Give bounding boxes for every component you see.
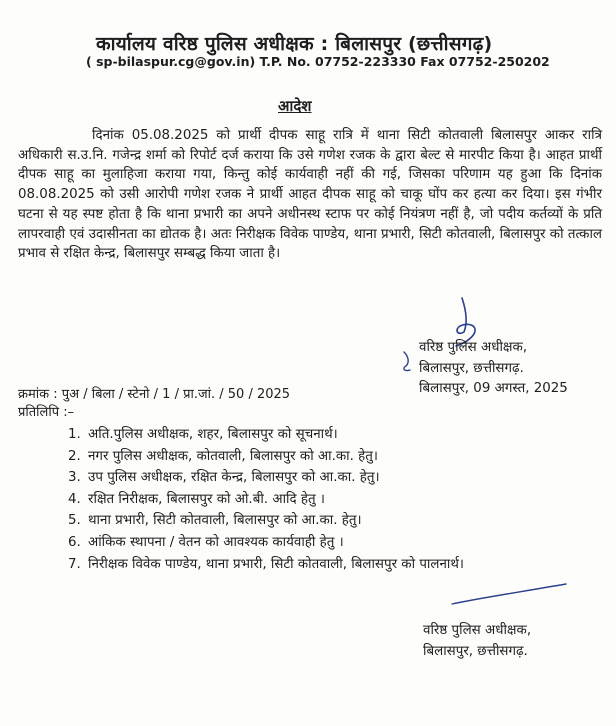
list-item-number: 3. bbox=[68, 470, 81, 486]
list-item-number: 5. bbox=[68, 513, 81, 529]
contact-line: ( sp-bilaspur.cg@gov.in) T.P. No. 07752-223330 Fax 07752-250202 bbox=[86, 54, 550, 69]
list-item bbox=[68, 467, 464, 489]
reference-number: क्रमांक : पुअ / बिला / स्टेनो / 1 / प्रा.जां. / 50 / 2025 bbox=[18, 387, 291, 402]
copy-list bbox=[68, 424, 464, 575]
list-item-number: 1. bbox=[68, 427, 81, 442]
order-heading: आदेश bbox=[278, 97, 312, 115]
list-item bbox=[68, 532, 464, 554]
signature-location: बिलासपुर, छत्तीसगढ़. bbox=[423, 644, 528, 659]
signature-block-top bbox=[419, 338, 568, 400]
list-item-number: 6. bbox=[68, 534, 81, 550]
signature-designation: वरिष्ठ पुलिस अधीक्षक, bbox=[419, 340, 528, 355]
signature-designation: वरिष्ठ पुलिस अधीक्षक, bbox=[423, 623, 532, 638]
list-item-text: उप पुलिस अधीक्षक, रक्षित केन्द्र, बिलासपुर को आ.का. हेतु। bbox=[88, 470, 380, 486]
list-item-number: 2. bbox=[68, 448, 81, 464]
list-item bbox=[68, 489, 464, 511]
signature-block-bottom bbox=[423, 620, 531, 662]
list-item-text: आंकिक स्थापना / वेतन को आवश्यक कार्यवाही हेतु । bbox=[88, 534, 344, 550]
list-item-text: रक्षित निरीक्षक, बिलासपुर को ओ.बी. आदि हेतु । bbox=[88, 491, 325, 507]
list-item bbox=[68, 554, 464, 576]
list-item-text: अति.पुलिस अधीक्षक, शहर, बिलासपुर को सूचनार्थ। bbox=[88, 427, 338, 442]
list-item bbox=[68, 446, 464, 468]
list-item-number: 4. bbox=[68, 491, 81, 507]
signature-location: बिलासपुर, छत्तीसगढ़. bbox=[419, 360, 524, 376]
list-item-number: 7. bbox=[68, 556, 81, 572]
office-title: कार्यालय वरिष्ठ पुलिस अधीक्षक : बिलासपुर (छत्तीसगढ़) bbox=[96, 33, 493, 55]
list-item bbox=[68, 424, 464, 446]
order-body: दिनांक 05.08.2025 को प्रार्थी दीपक साहू रात्रि में थाना सिटी कोतवाली बिलासपुर आकर रात्रि अधिकारी स.उ.नि. गजेन्द्र शर्मा को रिपोर्ट दर्ज कराया कि उसे गणेश रजक के द्वारा बेल्ट से मारपीट किया है। आहत प्रार्थी दीपक साहू का मुलाहिजा कराया गया, किन्तु कोई कार्यवाही नहीं की गई, जिसका परिणाम यह हुआ कि दिनांक 08.08.2025 को उसी आरोपी गणेश रजक ने प्रार्थी आहत दीपक साहू को चाकू घोंप कर हत्या कर दिया। इस गंभीर घटना से यह स्पष्ट होता है कि थाना प्रभारी का अपने अधीनस्थ स्टाफ पर कोई नियंत्रण नहीं है, जो पदीय कर्तव्यों के प्रति लापरवाही एवं उदासीनता का द्योतक है। अतः निरीक्षक विवेक पाण्डेय, थाना प्रभारी, सिटी कोतवाली, बिलासपुर को तत्काल प्रभाव से रक्षित केन्द्र, बिलासपुर सम्बद्ध किया जाता है। bbox=[18, 128, 602, 262]
signature-date: बिलासपुर, 09 अगस्त, 2025 bbox=[419, 381, 568, 396]
copy-label: प्रतिलिपि :– bbox=[18, 405, 75, 420]
list-item-text: निरीक्षक विवेक पाण्डेय, थाना प्रभारी, सिटी कोतवाली, बिलासपुर को पालनार्थ। bbox=[88, 556, 464, 572]
list-item bbox=[68, 510, 464, 532]
list-item-text: नगर पुलिस अधीक्षक, कोतवाली, बिलासपुर को आ.का. हेतु। bbox=[88, 448, 378, 464]
list-item-text: थाना प्रभारी, सिटी कोतवाली, बिलासपुर को आ.का. हेतु। bbox=[88, 513, 362, 529]
